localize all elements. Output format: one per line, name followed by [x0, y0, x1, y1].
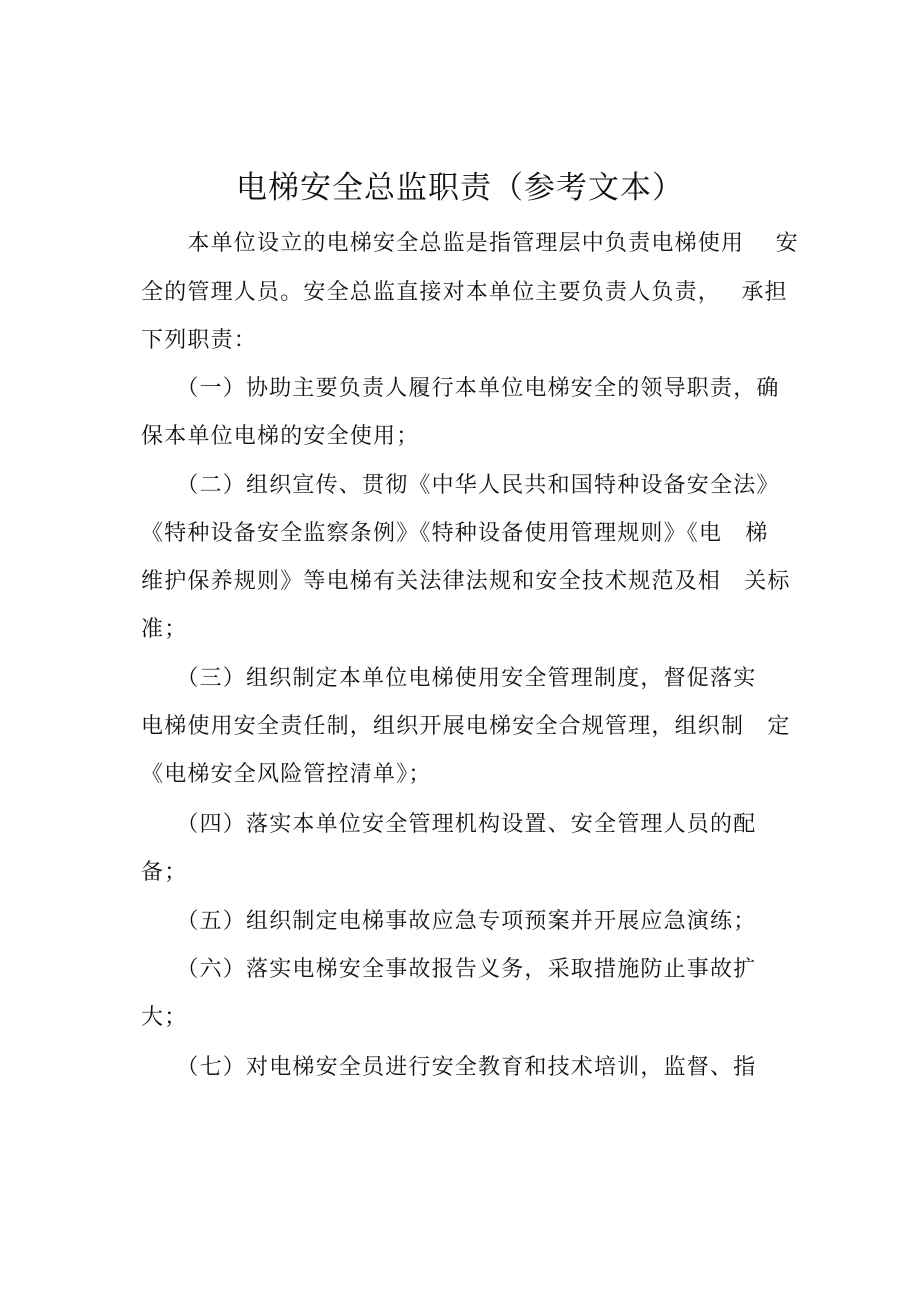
text-line: 《特种设备安全监察条例》《特种设备使用管理规则》《电 梯: [141, 521, 769, 546]
text-line: 大；: [141, 1005, 188, 1030]
text-line: 维护保养规则》等电梯有关法律法规和安全技术规范及相 关标: [141, 569, 791, 594]
text-line: 全的管理人员。安全总监直接对本单位主要负责人负责， 承担: [141, 280, 788, 305]
text-line: （二）组织宣传、贯彻《中华人民共和国特种设备安全法》: [141, 473, 780, 498]
text-line: （一）协助主要负责人履行本单位电梯安全的领导职责，确: [141, 376, 780, 401]
text-line: （七）对电梯安全员进行安全教育和技术培训，监督、指: [141, 1055, 757, 1080]
text-line: （五）组织制定电梯事故应急专项预案并开展应急演练；: [141, 909, 757, 934]
text-line: （三）组织制定本单位电梯使用安全管理制度，督促落实: [141, 666, 757, 691]
text-line: 《电梯安全风险管控清单》；: [141, 762, 432, 787]
text-line: 下列职责：: [141, 328, 258, 353]
text-line: 保本单位电梯的安全使用；: [141, 424, 420, 449]
text-line: 准；: [141, 617, 188, 642]
document-title: 电梯安全总监职责（参考文本）: [236, 170, 684, 206]
text-line: （六）落实电梯安全事故报告义务，采取措施防止事故扩: [141, 957, 757, 982]
text-line: （四）落实本单位安全管理机构设置、安全管理人员的配: [141, 812, 757, 837]
text-line: 电梯使用安全责任制，组织开展电梯安全合规管理，组织制 定: [141, 714, 791, 739]
text-line: 备；: [141, 860, 188, 885]
text-line: 本单位设立的电梯安全总监是指管理层中负责电梯使用 安: [141, 231, 799, 256]
